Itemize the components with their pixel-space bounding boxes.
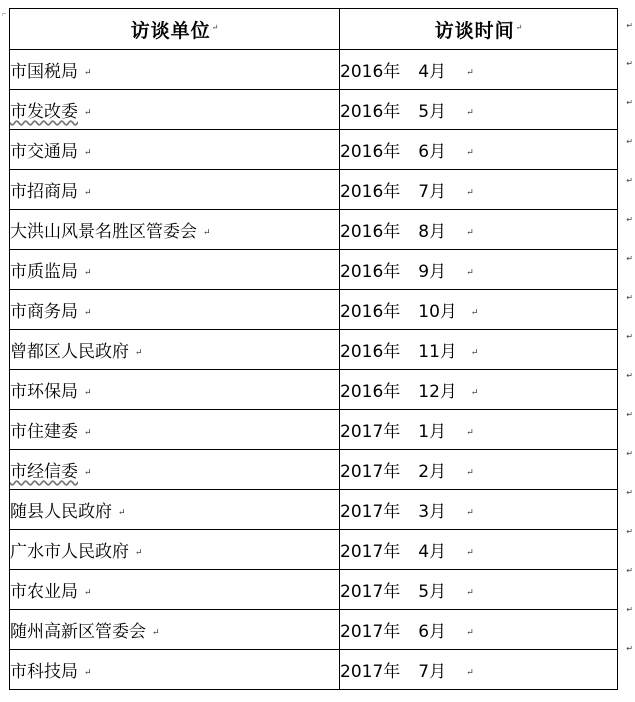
paragraph-mark-icon: ↵ bbox=[470, 307, 479, 317]
margin-return-mark-icon: ↵ bbox=[626, 98, 633, 107]
table-row bbox=[10, 290, 618, 330]
interview-year: 2016年 bbox=[340, 382, 401, 402]
unit-name: 市发改委 bbox=[10, 102, 78, 122]
margin-return-mark-icon: ↵ bbox=[626, 371, 633, 380]
paragraph-mark-icon: ↵ bbox=[135, 347, 143, 357]
interview-year: 2016年 bbox=[340, 102, 401, 122]
table-row bbox=[10, 530, 618, 570]
interview-month: 3月 bbox=[418, 502, 447, 522]
cell-time bbox=[340, 410, 618, 450]
unit-name: 市经信委 bbox=[10, 462, 78, 482]
interview-month: 4月 bbox=[418, 542, 447, 562]
margin-return-mark-icon: ↵ bbox=[626, 644, 633, 653]
paragraph-mark-icon: ↵ bbox=[84, 667, 92, 677]
interview-year: 2017年 bbox=[340, 542, 401, 562]
paragraph-mark-icon: ↵ bbox=[84, 267, 92, 277]
unit-name: 市住建委 bbox=[10, 422, 78, 442]
paragraph-mark-icon: ↵ bbox=[466, 467, 474, 477]
cell-unit bbox=[10, 530, 340, 570]
table-row bbox=[10, 570, 618, 610]
table-row bbox=[10, 210, 618, 250]
table-row bbox=[10, 410, 618, 450]
table-row bbox=[10, 170, 618, 210]
paragraph-mark-icon: ↵ bbox=[84, 67, 92, 77]
interview-month: 1月 bbox=[418, 422, 447, 442]
margin-return-mark-icon: ↵ bbox=[626, 137, 633, 146]
paragraph-mark-icon: ↵ bbox=[152, 627, 160, 637]
paragraph-mark-icon: ↵ bbox=[466, 427, 474, 437]
header-label-time: 访谈时间 bbox=[434, 19, 515, 42]
cell-unit bbox=[10, 490, 340, 530]
margin-mark-left: ⌐ bbox=[2, 11, 7, 18]
margin-return-mark-icon: ↵ bbox=[626, 293, 633, 302]
cell-unit bbox=[10, 370, 340, 410]
paragraph-mark-icon: ↵ bbox=[84, 147, 92, 157]
unit-name: 市商务局 bbox=[10, 302, 78, 322]
cell-time bbox=[340, 170, 618, 210]
cell-time bbox=[340, 210, 618, 250]
cell-unit bbox=[10, 330, 340, 370]
cell-time bbox=[340, 570, 618, 610]
cell-unit bbox=[10, 610, 340, 650]
margin-return-mark-icon: ↵ bbox=[626, 449, 633, 458]
paragraph-mark-icon: ↵ bbox=[470, 387, 479, 397]
interview-year: 2016年 bbox=[340, 302, 401, 322]
interview-year: 2017年 bbox=[340, 662, 401, 682]
unit-name: 随县人民政府 bbox=[10, 502, 112, 522]
cell-time bbox=[340, 610, 618, 650]
paragraph-mark-icon: ↵ bbox=[466, 267, 474, 277]
paragraph-mark-icon: ↵ bbox=[84, 427, 92, 437]
paragraph-mark-icon: ↵ bbox=[466, 587, 474, 597]
table-row bbox=[10, 50, 618, 90]
interview-month: 10月 bbox=[418, 302, 457, 322]
table-row bbox=[10, 330, 618, 370]
paragraph-mark-icon: ↵ bbox=[466, 187, 474, 197]
cell-time bbox=[340, 290, 618, 330]
unit-name: 市国税局 bbox=[10, 62, 78, 82]
table-row bbox=[10, 450, 618, 490]
cell-time bbox=[340, 650, 618, 690]
interview-month: 4月 bbox=[418, 62, 447, 82]
paragraph-mark-icon: ↵ bbox=[84, 387, 92, 397]
unit-name: 曾都区人民政府 bbox=[10, 342, 129, 362]
cell-time bbox=[340, 250, 618, 290]
header-cell-unit bbox=[10, 9, 340, 50]
interview-month: 6月 bbox=[418, 622, 447, 642]
cell-time bbox=[340, 490, 618, 530]
paragraph-mark-icon: ↵ bbox=[466, 667, 474, 677]
cell-time bbox=[340, 330, 618, 370]
interview-month: 7月 bbox=[418, 182, 447, 202]
cell-unit bbox=[10, 450, 340, 490]
table-row bbox=[10, 90, 618, 130]
unit-name: 市环保局 bbox=[10, 382, 78, 402]
cell-unit bbox=[10, 210, 340, 250]
paragraph-mark-icon: ↵ bbox=[135, 547, 143, 557]
cell-time bbox=[340, 450, 618, 490]
unit-name: 市农业局 bbox=[10, 582, 78, 602]
interview-year: 2016年 bbox=[340, 62, 401, 82]
table-row bbox=[10, 370, 618, 410]
cell-unit bbox=[10, 290, 340, 330]
cell-unit bbox=[10, 90, 340, 130]
margin-return-mark-icon: ↵ bbox=[626, 605, 633, 614]
cell-unit bbox=[10, 170, 340, 210]
interview-year: 2017年 bbox=[340, 582, 401, 602]
cell-time bbox=[340, 90, 618, 130]
interview-year: 2016年 bbox=[340, 142, 401, 162]
paragraph-mark-icon: ↵ bbox=[118, 507, 126, 517]
margin-return-mark-icon: ↵ bbox=[626, 215, 633, 224]
unit-name: 市交通局 bbox=[10, 142, 78, 162]
paragraph-mark-icon: ↵ bbox=[515, 23, 523, 33]
interview-month: 12月 bbox=[418, 382, 457, 402]
paragraph-mark-icon: ↵ bbox=[211, 23, 219, 33]
cell-time bbox=[340, 370, 618, 410]
cell-unit bbox=[10, 250, 340, 290]
cell-unit bbox=[10, 130, 340, 170]
interview-month: 2月 bbox=[418, 462, 447, 482]
paragraph-mark-icon: ↵ bbox=[84, 187, 92, 197]
interview-month: 6月 bbox=[418, 142, 447, 162]
paragraph-mark-icon: ↵ bbox=[466, 507, 474, 517]
margin-return-mark-icon: ↵ bbox=[626, 59, 633, 68]
unit-name: 市科技局 bbox=[10, 662, 78, 682]
interview-year: 2017年 bbox=[340, 422, 401, 442]
interview-schedule-table bbox=[9, 8, 618, 690]
interview-year: 2016年 bbox=[340, 222, 401, 242]
unit-name: 随州高新区管委会 bbox=[10, 622, 146, 642]
margin-return-mark-icon: ↵ bbox=[626, 566, 633, 575]
interview-year: 2016年 bbox=[340, 182, 401, 202]
margin-return-mark-icon: ↵ bbox=[626, 254, 633, 263]
cell-unit bbox=[10, 570, 340, 610]
paragraph-mark-icon: ↵ bbox=[466, 147, 474, 157]
interview-year: 2017年 bbox=[340, 622, 401, 642]
unit-name: 广水市人民政府 bbox=[10, 542, 129, 562]
unit-name: 大洪山风景名胜区管委会 bbox=[10, 222, 197, 242]
paragraph-mark-icon: ↵ bbox=[84, 107, 92, 117]
interview-year: 2017年 bbox=[340, 502, 401, 522]
table-row bbox=[10, 490, 618, 530]
interview-month: 9月 bbox=[418, 262, 447, 282]
interview-month: 7月 bbox=[418, 662, 447, 682]
paragraph-mark-icon: ↵ bbox=[466, 547, 474, 557]
cell-unit bbox=[10, 50, 340, 90]
paragraph-mark-icon: ↵ bbox=[466, 227, 474, 237]
margin-return-mark-icon: ↵ bbox=[626, 527, 633, 536]
header-label-unit: 访谈单位 bbox=[130, 19, 211, 42]
table-row bbox=[10, 610, 618, 650]
paragraph-mark-icon: ↵ bbox=[84, 307, 92, 317]
table-header-row bbox=[10, 9, 618, 50]
paragraph-mark-icon: ↵ bbox=[84, 587, 92, 597]
margin-return-mark-icon: ↵ bbox=[626, 176, 633, 185]
interview-month: 8月 bbox=[418, 222, 447, 242]
table-row bbox=[10, 130, 618, 170]
paragraph-mark-icon: ↵ bbox=[84, 467, 92, 477]
interview-month: 5月 bbox=[418, 582, 447, 602]
paragraph-mark-icon: ↵ bbox=[203, 227, 211, 237]
paragraph-mark-icon: ↵ bbox=[466, 67, 474, 77]
cell-time bbox=[340, 530, 618, 570]
cell-time bbox=[340, 130, 618, 170]
margin-return-mark-icon: ↵ bbox=[626, 21, 633, 30]
margin-return-mark-icon: ↵ bbox=[626, 488, 633, 497]
interview-month: 11月 bbox=[418, 342, 457, 362]
cell-unit bbox=[10, 650, 340, 690]
unit-name: 市招商局 bbox=[10, 182, 78, 202]
interview-year: 2017年 bbox=[340, 462, 401, 482]
header-cell-time bbox=[340, 9, 618, 50]
interview-year: 2016年 bbox=[340, 342, 401, 362]
cell-unit bbox=[10, 410, 340, 450]
paragraph-mark-icon: ↵ bbox=[466, 627, 474, 637]
unit-name: 市质监局 bbox=[10, 262, 78, 282]
margin-return-mark-icon: ↵ bbox=[626, 410, 633, 419]
table-row bbox=[10, 250, 618, 290]
interview-year: 2016年 bbox=[340, 262, 401, 282]
cell-time bbox=[340, 50, 618, 90]
document-page bbox=[0, 8, 635, 702]
paragraph-mark-icon: ↵ bbox=[466, 107, 474, 117]
paragraph-mark-icon: ↵ bbox=[470, 347, 479, 357]
table-row bbox=[10, 650, 618, 690]
interview-month: 5月 bbox=[418, 102, 447, 122]
margin-return-mark-icon: ↵ bbox=[626, 332, 633, 341]
